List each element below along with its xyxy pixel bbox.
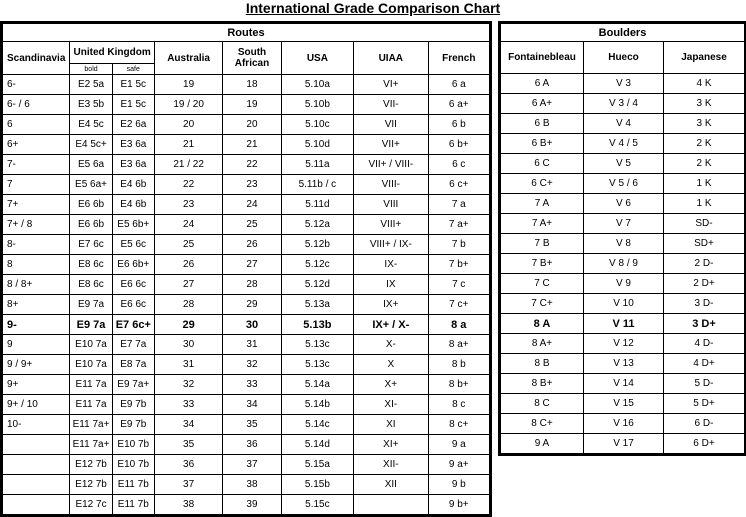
table-cell: 3 K [664, 114, 746, 134]
table-cell: 39 [223, 495, 281, 516]
table-cell: 6 c [428, 155, 490, 175]
table-cell: 37 [223, 455, 281, 475]
table-cell: 6 A+ [500, 94, 584, 114]
table-cell: E1 5c [112, 95, 154, 115]
routes-table [0, 21, 492, 517]
table-row [500, 194, 746, 214]
table-cell: 38 [154, 495, 222, 516]
table-cell: E2 6a [112, 115, 154, 135]
routes-section-title: Routes [2, 23, 491, 42]
table-cell: 10- [2, 415, 70, 435]
table-cell: VIII [354, 195, 428, 215]
table-cell: 5.13b [281, 315, 353, 335]
table-cell: 31 [154, 355, 222, 375]
table-row [2, 495, 491, 516]
col-header-australia: Australia [154, 42, 222, 75]
table-cell: V 4 / 5 [584, 134, 664, 154]
table-cell: 26 [154, 255, 222, 275]
table-cell: 6 D+ [664, 434, 746, 455]
col-header-usa: USA [281, 42, 353, 75]
table-cell: 7 B [500, 234, 584, 254]
table-cell: 8 C+ [500, 414, 584, 434]
table-cell: XI- [354, 395, 428, 415]
table-cell: E11 7a+ [70, 415, 112, 435]
table-cell: V 8 / 9 [584, 254, 664, 274]
table-row [500, 74, 746, 94]
table-cell [354, 495, 428, 516]
table-cell: 30 [223, 315, 281, 335]
table-cell: 35 [154, 435, 222, 455]
table-cell: E9 7b [112, 395, 154, 415]
table-cell: 8 b [428, 355, 490, 375]
table-cell: E4 5c [70, 115, 112, 135]
table-cell: 6 B [500, 114, 584, 134]
table-cell: 7 c [428, 275, 490, 295]
table-cell: 36 [223, 435, 281, 455]
table-cell: E2 5a [70, 75, 112, 95]
col-header-hueco: Hueco [584, 42, 664, 74]
table-row [2, 175, 491, 195]
table-row [2, 395, 491, 415]
table-cell: 9 a [428, 435, 490, 455]
table-cell: 7 A [500, 194, 584, 214]
table-cell: 29 [223, 295, 281, 315]
table-cell: 21 / 22 [154, 155, 222, 175]
table-cell: 5.15c [281, 495, 353, 516]
table-cell: E11 7b [112, 475, 154, 495]
table-cell: 6 b [428, 115, 490, 135]
table-cell: V 5 / 6 [584, 174, 664, 194]
table-row [500, 394, 746, 414]
table-cell [2, 475, 70, 495]
table-cell: V 17 [584, 434, 664, 455]
table-cell: 5.12a [281, 215, 353, 235]
table-cell: VII- [354, 95, 428, 115]
table-cell: E6 6c [112, 275, 154, 295]
table-cell: XII- [354, 455, 428, 475]
table-cell: V 14 [584, 374, 664, 394]
table-cell: E4 6b [112, 175, 154, 195]
table-cell: 25 [154, 235, 222, 255]
table-cell: 6 B+ [500, 134, 584, 154]
table-cell: 19 [154, 75, 222, 95]
table-cell: 26 [223, 235, 281, 255]
table-cell: 8- [2, 235, 70, 255]
table-cell: 27 [223, 255, 281, 275]
table-row [500, 414, 746, 434]
table-cell: VII [354, 115, 428, 135]
table-cell: 7 a+ [428, 215, 490, 235]
table-cell: 8 B [500, 354, 584, 374]
table-cell: 5.12c [281, 255, 353, 275]
col-subheader-uk-bold: bold [70, 64, 112, 75]
table-cell: 5.10a [281, 75, 353, 95]
table-cell: 6+ [2, 135, 70, 155]
table-row [2, 135, 491, 155]
table-cell: 30 [154, 335, 222, 355]
routes-table-body [2, 75, 491, 516]
table-cell: 32 [223, 355, 281, 375]
table-row [2, 315, 491, 335]
table-cell: 4 K [664, 74, 746, 94]
table-cell: 7+ / 8 [2, 215, 70, 235]
table-cell: 8 a+ [428, 335, 490, 355]
table-cell: 35 [223, 415, 281, 435]
table-row [500, 294, 746, 314]
table-cell: V 3 [584, 74, 664, 94]
table-row [2, 155, 491, 175]
page-title: International Grade Comparison Chart [245, 0, 501, 16]
table-cell: X [354, 355, 428, 375]
table-cell: E3 6a [112, 155, 154, 175]
table-cell: 8 A [500, 314, 584, 334]
table-cell: 8 [2, 255, 70, 275]
table-row [2, 435, 491, 455]
table-cell: V 7 [584, 214, 664, 234]
table-cell: E3 6a [112, 135, 154, 155]
table-cell: 34 [223, 395, 281, 415]
table-cell: E7 7a [112, 335, 154, 355]
table-row [2, 335, 491, 355]
table-cell: V 4 [584, 114, 664, 134]
table-cell: E9 7a+ [112, 375, 154, 395]
col-subheader-uk-safe: safe [112, 64, 154, 75]
col-header-japanese: Japanese [664, 42, 746, 74]
table-row [2, 215, 491, 235]
table-cell: 8 c+ [428, 415, 490, 435]
table-cell: XII [354, 475, 428, 495]
table-cell: V 9 [584, 274, 664, 294]
table-cell: V 13 [584, 354, 664, 374]
table-cell: 23 [223, 175, 281, 195]
table-cell: 24 [154, 215, 222, 235]
table-row [500, 214, 746, 234]
table-cell: 7 A+ [500, 214, 584, 234]
table-row [2, 295, 491, 315]
table-cell: 9 b+ [428, 495, 490, 516]
table-cell: 5 D- [664, 374, 746, 394]
table-row [500, 154, 746, 174]
table-cell: 5.14b [281, 395, 353, 415]
table-cell: 24 [223, 195, 281, 215]
table-row [500, 114, 746, 134]
table-cell: E8 6c [70, 275, 112, 295]
table-cell: 7 b [428, 235, 490, 255]
col-header-scandinavia: Scandinavia [2, 42, 70, 75]
table-cell: E9 7a [70, 295, 112, 315]
table-cell: 6 A [500, 74, 584, 94]
table-cell: 9 a+ [428, 455, 490, 475]
table-cell: E4 6b [112, 195, 154, 215]
table-cell: E9 7a [70, 315, 112, 335]
table-cell: 29 [154, 315, 222, 335]
table-cell: 28 [154, 295, 222, 315]
table-cell: 7 b+ [428, 255, 490, 275]
table-row [500, 134, 746, 154]
table-cell: 20 [223, 115, 281, 135]
table-cell: 5.11d [281, 195, 353, 215]
table-cell: 3 D+ [664, 314, 746, 334]
table-cell: E11 7b [112, 495, 154, 516]
table-cell: 7 C+ [500, 294, 584, 314]
table-cell: 32 [154, 375, 222, 395]
table-cell: E3 5b [70, 95, 112, 115]
table-cell: 6 a+ [428, 95, 490, 115]
table-cell: 6- [2, 75, 70, 95]
table-cell: 8 / 8+ [2, 275, 70, 295]
table-cell: 5.11b / c [281, 175, 353, 195]
table-cell: 1 K [664, 194, 746, 214]
table-cell: 22 [154, 175, 222, 195]
table-cell: E6 6b [70, 215, 112, 235]
table-row [2, 235, 491, 255]
table-cell: E5 6a+ [70, 175, 112, 195]
table-row [500, 374, 746, 394]
table-row [2, 255, 491, 275]
table-row [500, 274, 746, 294]
table-cell: 5.10b [281, 95, 353, 115]
table-cell: 9 / 9+ [2, 355, 70, 375]
table-cell: VIII+ / IX- [354, 235, 428, 255]
table-cell: 8 b+ [428, 375, 490, 395]
table-cell: 36 [154, 455, 222, 475]
table-row [500, 234, 746, 254]
table-cell: E9 7b [112, 415, 154, 435]
table-cell: 27 [154, 275, 222, 295]
table-cell: E10 7a [70, 355, 112, 375]
table-cell: E5 6a [70, 155, 112, 175]
table-cell: 8+ [2, 295, 70, 315]
table-row [500, 334, 746, 354]
table-cell: E5 6c [112, 235, 154, 255]
table-cell: 2 D+ [664, 274, 746, 294]
table-cell: V 6 [584, 194, 664, 214]
table-cell [2, 455, 70, 475]
table-cell: X- [354, 335, 428, 355]
table-cell: E1 5c [112, 75, 154, 95]
table-cell: 5.13c [281, 335, 353, 355]
table-cell: IX- [354, 255, 428, 275]
table-cell: 9 A [500, 434, 584, 455]
table-cell: 5.14c [281, 415, 353, 435]
table-cell: 6 c+ [428, 175, 490, 195]
table-cell: 33 [223, 375, 281, 395]
table-cell: E11 7a [70, 375, 112, 395]
table-cell: E11 7a+ [70, 435, 112, 455]
table-cell: E12 7c [70, 495, 112, 516]
table-cell: 8 c [428, 395, 490, 415]
table-cell: E6 6b+ [112, 255, 154, 275]
table-cell: 9 b [428, 475, 490, 495]
table-cell: 2 K [664, 134, 746, 154]
table-cell: E8 7a [112, 355, 154, 375]
table-cell: 9+ [2, 375, 70, 395]
table-cell: 7 B+ [500, 254, 584, 274]
table-cell: IX+ / X- [354, 315, 428, 335]
table-cell: E12 7b [70, 475, 112, 495]
table-row [500, 314, 746, 334]
table-cell: 20 [154, 115, 222, 135]
table-cell: 5.14a [281, 375, 353, 395]
table-cell: 22 [223, 155, 281, 175]
table-cell: E4 5c+ [70, 135, 112, 155]
table-cell: 7 a [428, 195, 490, 215]
table-cell: 5.13a [281, 295, 353, 315]
col-header-uiaa: UIAA [354, 42, 428, 75]
table-row [2, 275, 491, 295]
table-row [2, 95, 491, 115]
table-cell: VI+ [354, 75, 428, 95]
table-cell: 6 C [500, 154, 584, 174]
table-cell: 9 [2, 335, 70, 355]
table-cell: 5.14d [281, 435, 353, 455]
table-cell: VII+ [354, 135, 428, 155]
table-cell: 5.10d [281, 135, 353, 155]
table-cell: 21 [223, 135, 281, 155]
table-row [500, 254, 746, 274]
table-row [2, 115, 491, 135]
table-cell: 3 D- [664, 294, 746, 314]
table-cell: 4 D- [664, 334, 746, 354]
table-cell: 6 C+ [500, 174, 584, 194]
table-cell: E10 7b [112, 455, 154, 475]
table-cell: 7 c+ [428, 295, 490, 315]
boulders-table-body [500, 74, 746, 455]
table-cell: 5 D+ [664, 394, 746, 414]
table-cell: IX+ [354, 295, 428, 315]
table-cell: 5.15a [281, 455, 353, 475]
table-cell: 2 K [664, 154, 746, 174]
table-cell: V 3 / 4 [584, 94, 664, 114]
table-cell: XI+ [354, 435, 428, 455]
table-cell: 5.11a [281, 155, 353, 175]
table-cell: 34 [154, 415, 222, 435]
table-cell: VII+ / VIII- [354, 155, 428, 175]
table-row [2, 195, 491, 215]
table-cell: 7 [2, 175, 70, 195]
table-cell: V 5 [584, 154, 664, 174]
table-cell: 5.15b [281, 475, 353, 495]
table-row [2, 375, 491, 395]
table-row [2, 415, 491, 435]
table-cell: E11 7a [70, 395, 112, 415]
table-cell: 25 [223, 215, 281, 235]
table-cell: 8 B+ [500, 374, 584, 394]
table-cell: 6 a [428, 75, 490, 95]
table-cell: 21 [154, 135, 222, 155]
table-cell: SD+ [664, 234, 746, 254]
table-cell: 3 K [664, 94, 746, 114]
table-cell: V 16 [584, 414, 664, 434]
table-cell: 5.10c [281, 115, 353, 135]
table-cell: 19 [223, 95, 281, 115]
table-cell: 5.12d [281, 275, 353, 295]
table-cell: V 11 [584, 314, 664, 334]
table-cell: E8 6c [70, 255, 112, 275]
table-cell: 6- / 6 [2, 95, 70, 115]
table-cell: E12 7b [70, 455, 112, 475]
table-cell: 4 D+ [664, 354, 746, 374]
table-cell: 8 C [500, 394, 584, 414]
table-row [500, 174, 746, 194]
table-cell: 5.13c [281, 355, 353, 375]
table-cell: 8 A+ [500, 334, 584, 354]
table-cell: IX [354, 275, 428, 295]
table-cell: E10 7b [112, 435, 154, 455]
table-cell: V 10 [584, 294, 664, 314]
table-cell [2, 495, 70, 516]
table-cell: 6 b+ [428, 135, 490, 155]
table-cell: E7 6c+ [112, 315, 154, 335]
table-cell [2, 435, 70, 455]
table-row [2, 355, 491, 375]
table-cell: 31 [223, 335, 281, 355]
table-row [500, 94, 746, 114]
table-row [500, 354, 746, 374]
table-cell: SD- [664, 214, 746, 234]
table-cell: 5.12b [281, 235, 353, 255]
table-cell: 37 [154, 475, 222, 495]
col-header-south-african: South African [223, 42, 281, 75]
table-cell: E5 6b+ [112, 215, 154, 235]
table-cell: 2 D- [664, 254, 746, 274]
table-cell: E7 6c [70, 235, 112, 255]
table-cell: V 12 [584, 334, 664, 354]
table-cell: X+ [354, 375, 428, 395]
table-cell: 7- [2, 155, 70, 175]
table-cell: E6 6b [70, 195, 112, 215]
table-cell: E10 7a [70, 335, 112, 355]
table-row [2, 75, 491, 95]
table-cell: 7+ [2, 195, 70, 215]
table-cell: VIII- [354, 175, 428, 195]
table-cell: E6 6c [112, 295, 154, 315]
table-cell: VIII+ [354, 215, 428, 235]
table-cell: 6 D- [664, 414, 746, 434]
table-cell: XI [354, 415, 428, 435]
col-header-fontainebleau: Fontainebleau [500, 42, 584, 74]
table-row [2, 475, 491, 495]
table-cell: 8 a [428, 315, 490, 335]
table-cell: 33 [154, 395, 222, 415]
table-cell: 28 [223, 275, 281, 295]
col-header-french: French [428, 42, 490, 75]
table-row [2, 455, 491, 475]
table-cell: V 8 [584, 234, 664, 254]
table-cell: 9- [2, 315, 70, 335]
table-cell: 38 [223, 475, 281, 495]
table-cell: 18 [223, 75, 281, 95]
table-cell: 6 [2, 115, 70, 135]
table-row [500, 434, 746, 455]
table-cell: V 15 [584, 394, 664, 414]
table-cell: 23 [154, 195, 222, 215]
table-cell: 1 K [664, 174, 746, 194]
col-header-united-kingdom: United Kingdom [70, 42, 155, 64]
boulders-section-title: Boulders [500, 23, 746, 42]
table-cell: 7 C [500, 274, 584, 294]
table-cell: 19 / 20 [154, 95, 222, 115]
table-cell: 9+ / 10 [2, 395, 70, 415]
boulders-table [498, 21, 746, 456]
